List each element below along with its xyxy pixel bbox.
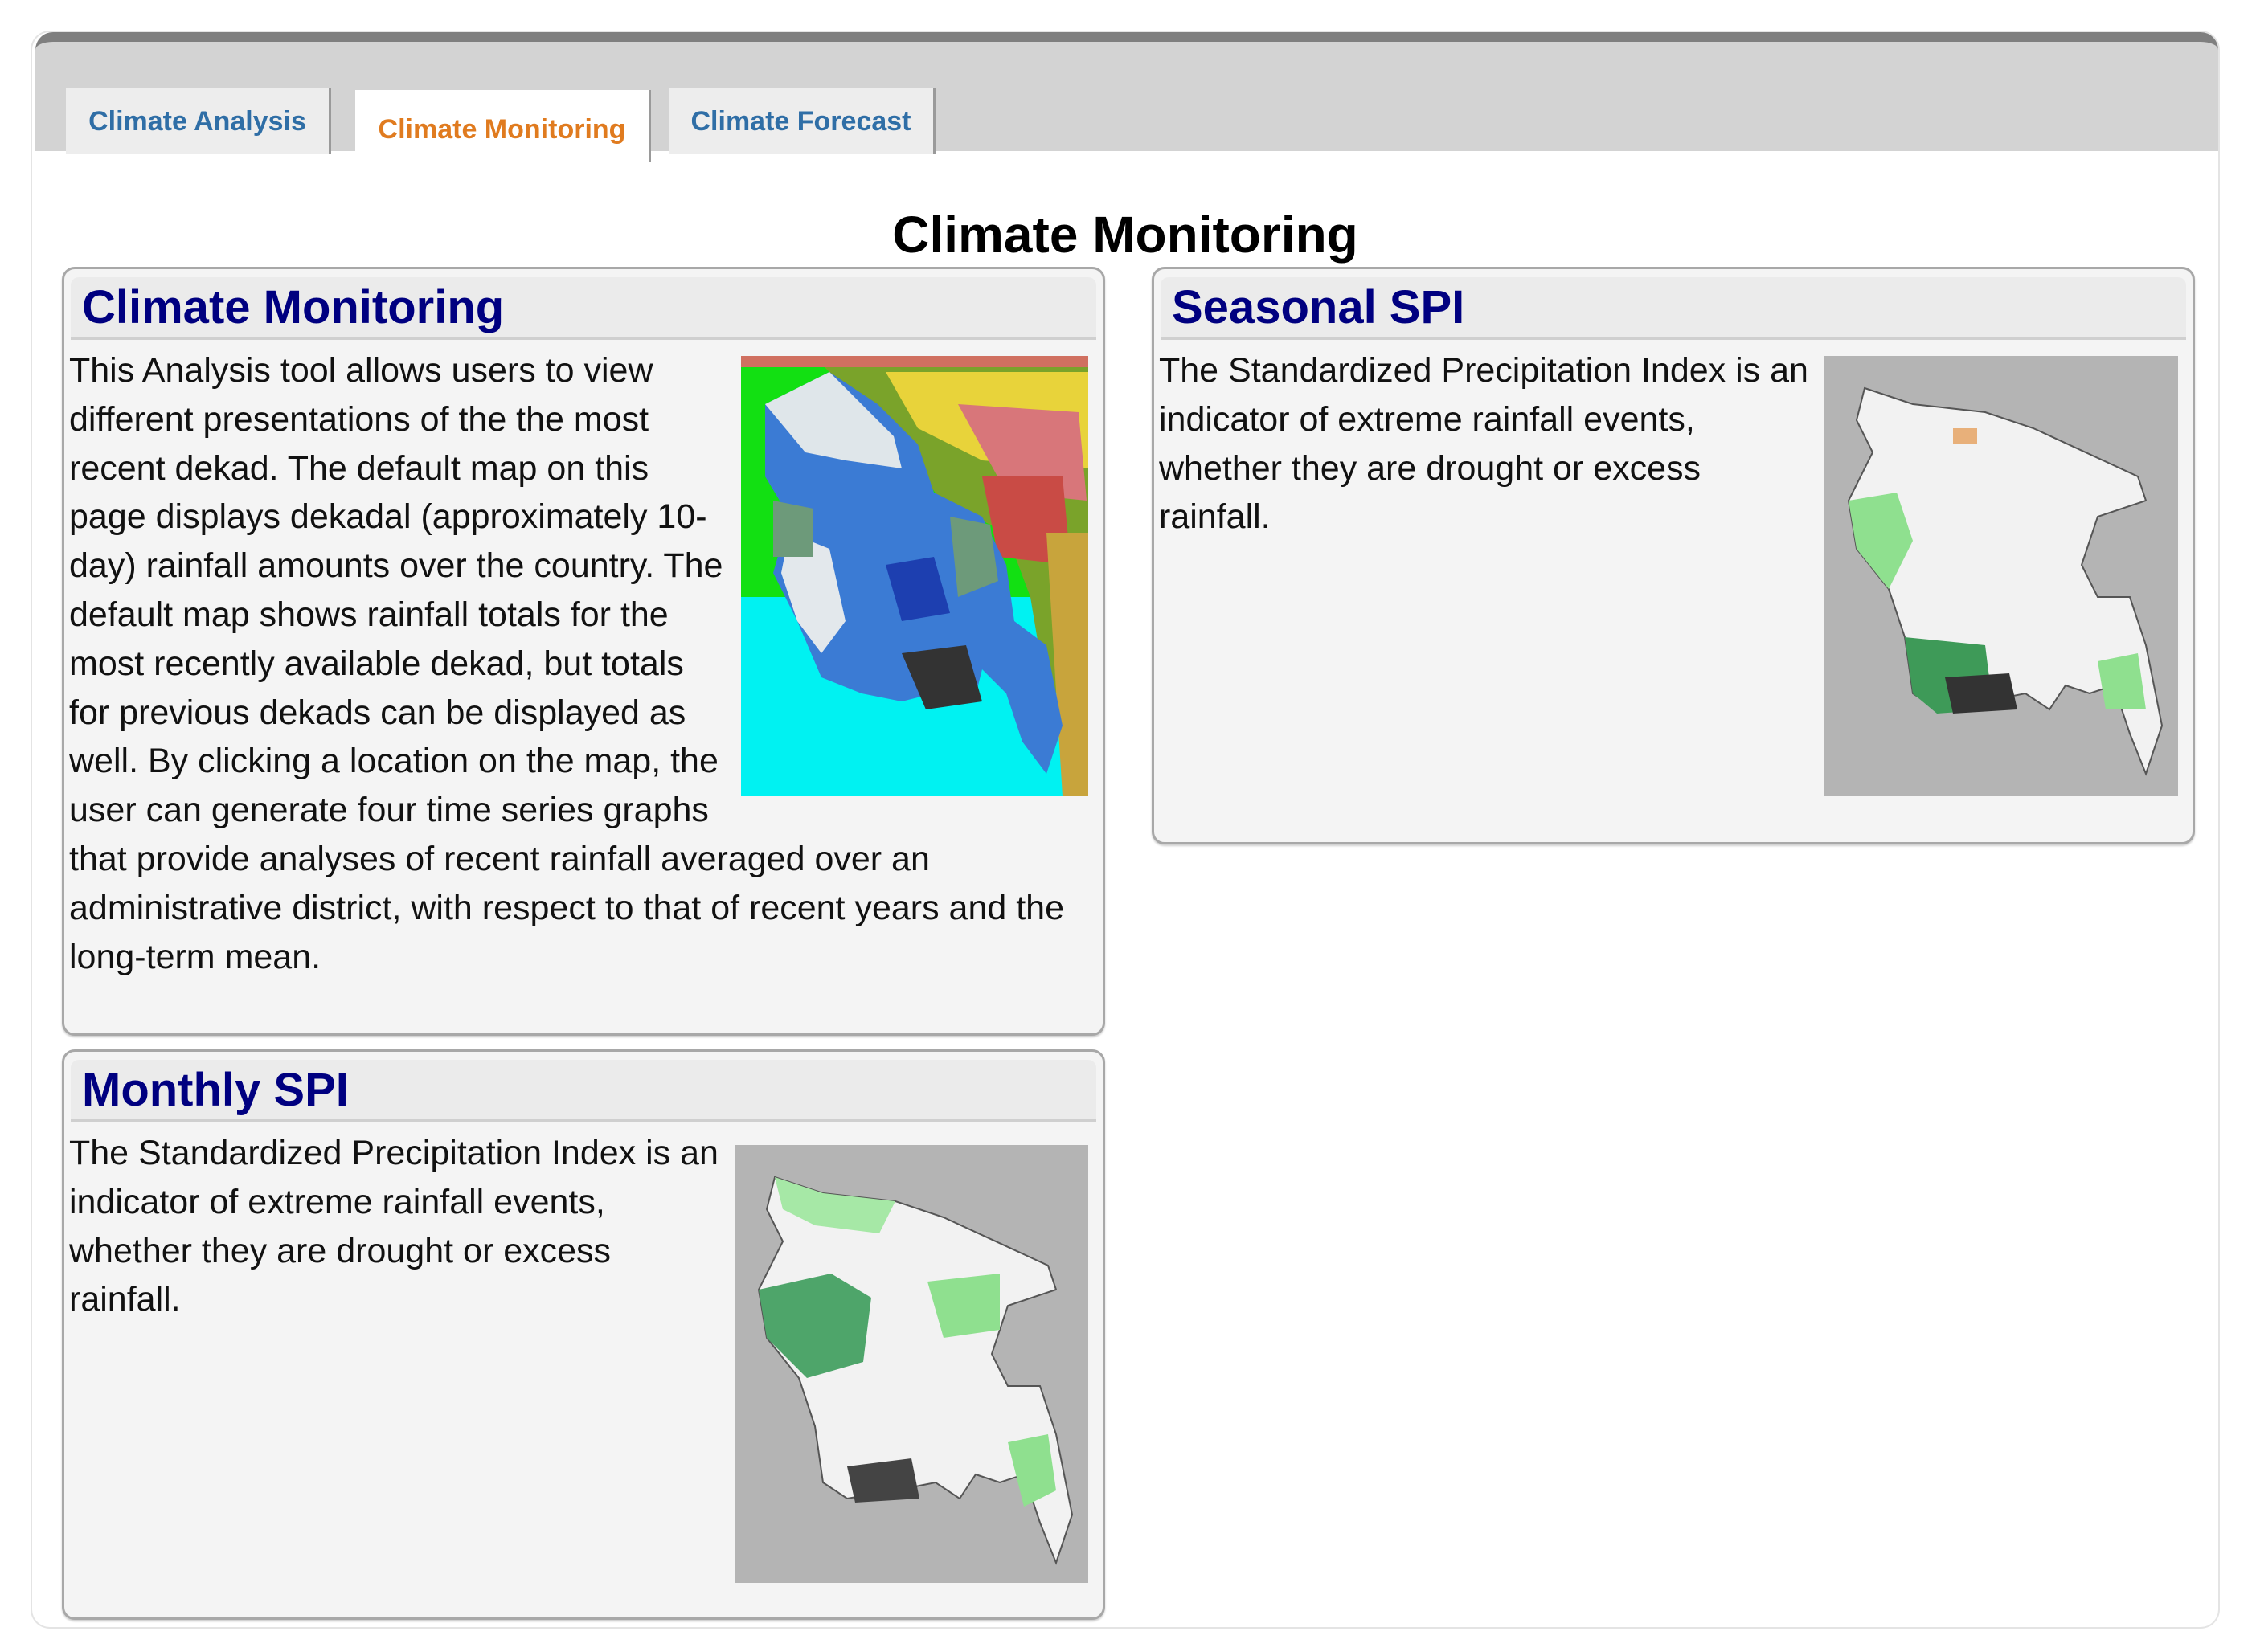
card-body [1154, 340, 2193, 542]
card-description: The Standardized Precipitation Index is an indicator of extreme rainfall events, whether they are drought or excess rainfall. [69, 1134, 719, 1319]
card-title[interactable]: Monthly SPI [82, 1063, 349, 1116]
tab-climate-analysis[interactable]: Climate Analysis [66, 88, 331, 154]
card-seasonal-spi [1152, 267, 2195, 844]
card-title[interactable]: Climate Monitoring [82, 280, 505, 333]
card-header [71, 1060, 1096, 1122]
tab-bar [35, 32, 2218, 151]
card-header [71, 277, 1096, 340]
seasonal-spi-map[interactable] [1824, 356, 2178, 796]
page-title: Climate Monitoring [892, 206, 1358, 264]
card-description: The Standardized Precipitation Index is an indicator of extreme rainfall events, whether they are drought or excess rainfall. [1159, 351, 1808, 537]
tabbed-panel [32, 32, 2218, 1627]
tab-climate-monitoring[interactable]: Climate Monitoring [355, 90, 651, 162]
monthly-spi-map[interactable] [735, 1145, 1088, 1583]
tab-climate-forecast[interactable]: Climate Forecast [669, 88, 936, 154]
card-body [64, 1122, 1103, 1324]
dekadal-rainfall-map[interactable] [741, 356, 1088, 796]
card-climate-monitoring [62, 267, 1105, 1036]
card-header [1161, 277, 2186, 340]
card-description: This Analysis tool allows users to view different presentations of the the most recent dekad. The default map on this page displays dekadal (approximately 10-day) rainfall amounts over the country. The default map shows rainfall totals for the most recently available dekad, but totals for previous dekads can be displayed as well. By clicking a location on the map, the user can generate four time series graphs that provide analyses of recent rainfall averaged over an administrative district, with respect to that of recent years and the long-term mean. [69, 351, 1065, 976]
card-title[interactable]: Seasonal SPI [1172, 280, 1465, 333]
card-body [64, 340, 1103, 981]
card-monthly-spi [62, 1049, 1105, 1620]
